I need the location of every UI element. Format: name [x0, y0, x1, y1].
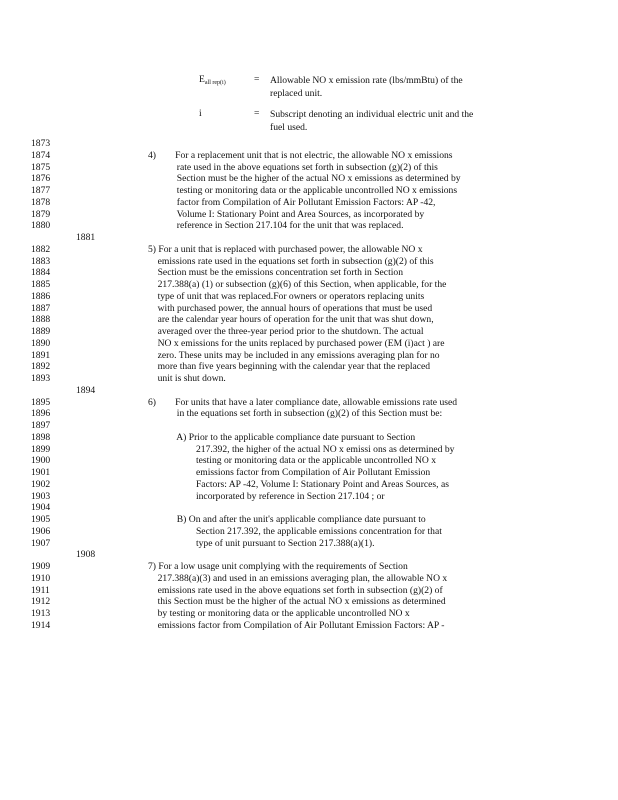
line-number: 1894 [76, 384, 96, 396]
line-text: 4) For a replacement unit that is not electric, the allowable NO x emissions [148, 149, 453, 161]
line-text: reference in Section 217.104 for the unit that was replaced. [148, 220, 404, 232]
line-text: NO x emissions for the units replaced by purchased power (EM (i)act ) are [148, 337, 445, 349]
line-text: 217.388(a)(3) and used in an emissions averaging plan, the allowable NO x [148, 572, 448, 584]
line-number: 1907 [31, 537, 51, 549]
line-number: 1876 [31, 173, 51, 185]
definition-symbol: i [199, 108, 202, 119]
line-text: testing or monitoring data or the applicable uncontrolled NO x [148, 455, 437, 467]
line-text: 217.392, the higher of the actual NO x emissi ons as determined by [148, 443, 455, 455]
line-text: incorporated by reference in Section 217.104 ; or [148, 490, 385, 502]
line-number: 1914 [31, 619, 51, 631]
line-text: A) Prior to the applicable compliance date pursuant to Section [148, 431, 416, 443]
line-number: 1892 [31, 361, 51, 373]
line-text: 6) For units that have a later compliance date, allowable emissions rate used [148, 396, 458, 408]
line-text: are the calendar year hours of operation for the unit that was shut down, [148, 314, 434, 326]
line-number: 1890 [31, 337, 51, 349]
line-number: 1906 [31, 525, 51, 537]
line-number: 1896 [31, 408, 51, 420]
line-text: by testing or monitoring data or the applicable uncontrolled NO x [148, 608, 410, 619]
definition-text: Subscript denoting an individual electric unit and the fuel used. [270, 109, 474, 134]
line-text: type of unit pursuant to Section 217.388(a)(1). [148, 537, 375, 549]
line-number: 1878 [31, 196, 51, 208]
line-number: 1913 [31, 608, 51, 619]
line-number: 1880 [31, 220, 51, 232]
definition-equals: = [254, 74, 260, 85]
line-number: 1879 [31, 208, 51, 220]
definition-equals: = [254, 108, 260, 119]
line-text: Section must be the emissions concentration set forth in Section [148, 267, 403, 279]
line-number: 1902 [31, 478, 51, 490]
line-number: 1873 [31, 138, 51, 149]
line-number: 1905 [31, 514, 51, 525]
line-text: 5) For a unit that is replaced with purchased power, the allowable NO x [148, 243, 423, 255]
line-text: in the equations set forth in subsection (g)(2) of this Section must be: [148, 408, 443, 420]
line-text: emissions rate used in the above equations set forth in subsection (g)(2) of [148, 584, 443, 596]
line-number: 1884 [31, 267, 51, 279]
line-text: unit is shut down. [148, 373, 226, 384]
line-number: 1899 [31, 443, 51, 455]
line-text: more than five years beginning with the calendar year that the replaced [148, 361, 431, 373]
line-text: emissions factor from Compilation of Air Pollutant Emission [148, 467, 431, 478]
line-number: 1912 [31, 596, 51, 608]
line-number: 1895 [31, 396, 51, 408]
line-number: 1887 [31, 302, 51, 314]
line-number: 1885 [31, 279, 51, 290]
line-number: 1891 [31, 349, 51, 361]
line-text: rate used in the above equations set forth in subsection (g)(2) of this [148, 161, 438, 173]
line-number: 1910 [31, 572, 51, 584]
line-text: 217.388(a) (1) or subsection (g)(6) of this Section, when applicable, for the [148, 279, 447, 290]
definition-text: Allowable NO x emission rate (lbs/mmBtu) of the replaced unit. [270, 75, 463, 100]
line-number: 1882 [31, 243, 51, 255]
line-text: with purchased power, the annual hours of operations that must be used [148, 302, 433, 314]
line-number: 1909 [31, 561, 51, 572]
line-text: Section 217.392, the applicable emissions concentration for that [148, 525, 442, 537]
line-number: 1903 [31, 490, 51, 502]
line-number: 1900 [31, 455, 51, 467]
line-number: 1889 [31, 326, 51, 337]
line-number: 1874 [31, 149, 51, 161]
line-text: factor from Compilation of Air Pollutant Emission Factors: AP -42, [148, 196, 436, 208]
definition-symbol: $E_{all rep(i)}$ [199, 74, 226, 86]
line-text: emissions rate used in the equations set forth in subsection (g)(2) of this [148, 255, 434, 267]
line-text: this Section must be the higher of the actual NO x emissions as determined [148, 596, 446, 608]
line-text: type of unit that was replaced.For owners or operators replacing units [148, 290, 425, 302]
line-number: 1904 [31, 502, 51, 514]
line-text: B) On and after the unit's applicable compliance date pursuant to [148, 514, 426, 525]
line-text: Factors: AP -42, Volume I: Stationary Point and Areas Sources, as [148, 478, 449, 490]
line-text: Section must be the higher of the actual NO x emissions as determined by [148, 173, 461, 185]
line-number: 1908 [76, 549, 96, 561]
line-number: 1888 [31, 314, 51, 326]
line-number: 1911 [31, 584, 50, 596]
line-number: 1881 [76, 232, 96, 243]
line-text: 7) For a low usage unit complying with the requirements of Section [148, 561, 408, 572]
line-number: 1877 [31, 185, 51, 196]
line-number: 1898 [31, 431, 51, 443]
line-number: 1901 [31, 467, 51, 478]
line-text: zero. These units may be included in any emissions averaging plan for no [148, 349, 440, 361]
line-number: 1893 [31, 373, 51, 384]
line-number: 1875 [31, 161, 51, 173]
line-text: testing or monitoring data or the applicable uncontrolled NO x emissions [148, 185, 458, 196]
line-number: 1897 [31, 420, 51, 431]
line-number: 1886 [31, 290, 51, 302]
line-text: averaged over the three-year period prior to the shutdown. The actual [148, 326, 424, 337]
line-number: 1883 [31, 255, 51, 267]
line-text: emissions factor from Compilation of Air Pollutant Emission Factors: AP - [148, 619, 445, 631]
line-text: Volume I: Stationary Point and Area Sources, as incorporated by [148, 208, 425, 220]
